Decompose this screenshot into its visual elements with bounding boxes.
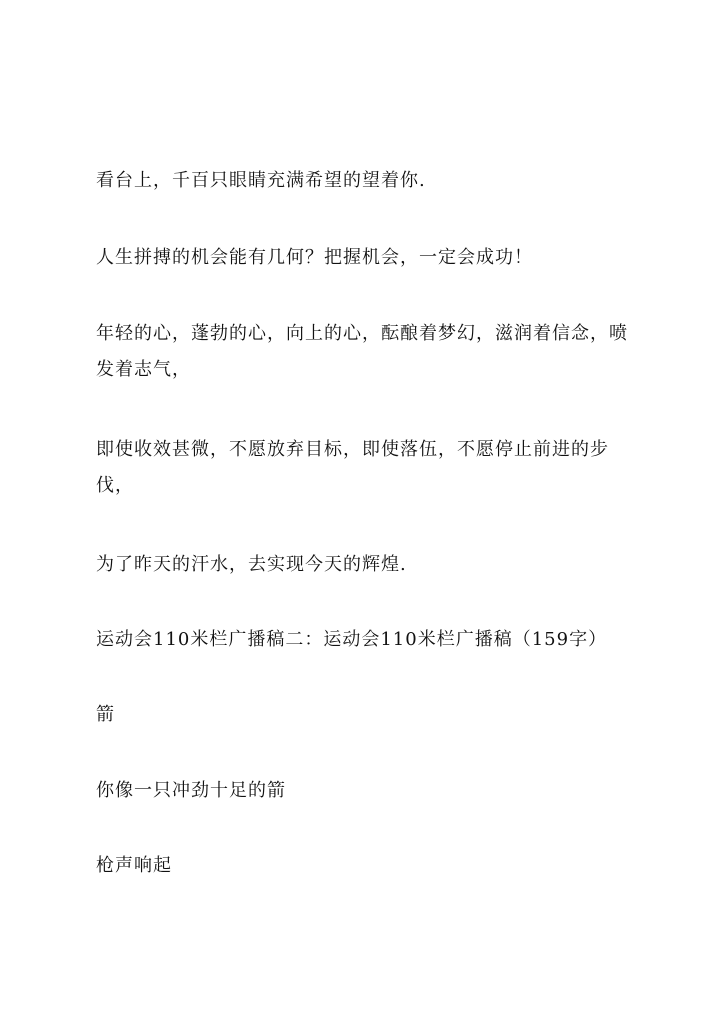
section-heading: 运动会110米栏广播稿二：运动会110米栏广播稿（159字）	[96, 629, 608, 650]
paragraph-2: 人生拼搏的机会能有几何？把握机会，一定会成功！	[96, 247, 533, 268]
poem-title: 箭	[96, 704, 115, 725]
poem-line-1: 你像一只冲劲十足的箭	[96, 780, 286, 801]
paragraph-1: 看台上，千百只眼睛充满希望的望着你.	[96, 170, 426, 191]
paragraph-5: 为了昨天的汗水，去实现今天的辉煌.	[96, 554, 407, 575]
paragraph-3: 年轻的心，蓬勃的心，向上的心，酝酿着梦幻，滋润着信念，喷发着志气，	[96, 323, 628, 380]
poem-line-2: 枪声响起	[96, 855, 172, 876]
paragraph-4: 即使收效甚微，不愿放弃目标，即使落伍，不愿停止前进的步伐，	[96, 439, 609, 496]
